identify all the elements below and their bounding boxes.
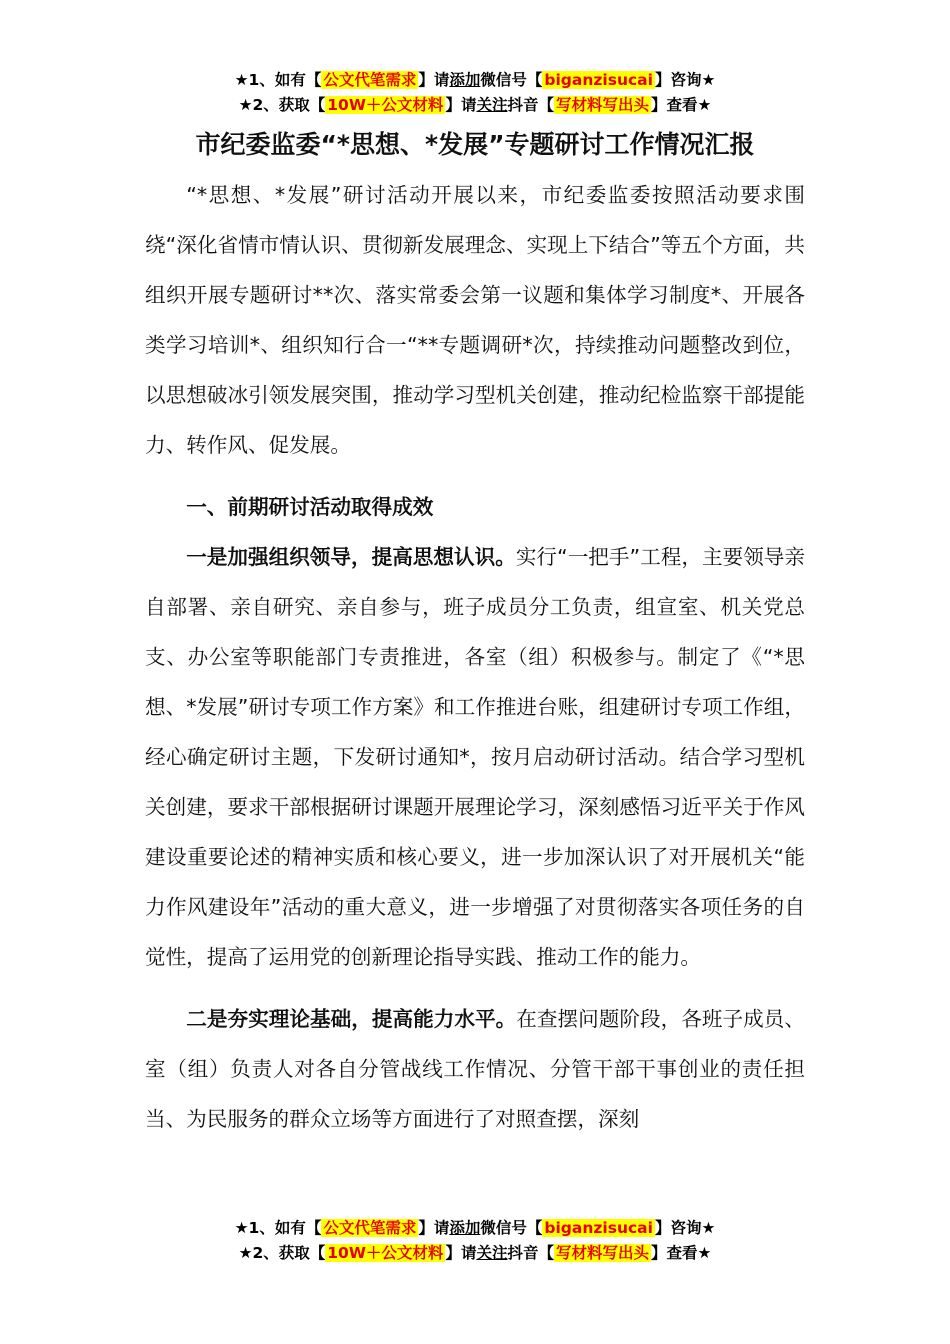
- promo-line-2: [0, 1241, 950, 1266]
- footer-promo-banner: [0, 1216, 950, 1266]
- promo-text: 】请: [445, 1244, 477, 1262]
- star-icon: ★: [697, 96, 712, 114]
- promo-text: 】查看: [651, 96, 698, 114]
- promo-highlight: 10W＋公文材料: [327, 96, 444, 114]
- paragraph-text: 在查摆问题阶段，各班子成员、室（组）负责人对各自分管战线工作情况、分管干部干事创业的责任担当、为民服务的群众立场等方面进行了对照查摆，深刻: [145, 1007, 806, 1131]
- promo-text: 1、如有【: [248, 71, 322, 89]
- star-icon: ★: [701, 1219, 716, 1237]
- promo-underline: 关注: [476, 1244, 508, 1262]
- star-icon: ★: [238, 96, 253, 114]
- star-icon: ★: [234, 71, 249, 89]
- intro-paragraph: “*思想、*发展”研讨活动开展以来，市纪委监委按照活动要求围绕“深化省情市情认识、贯彻新发展理念、实现上下结合”等五个方面，共组织开展专题研讨**次、落实常委会第一议题和集体学习制度*、开展各类学习培训*、组织知行合一“**专题调研*次，持续推动问题整改到位，以思想破冰引领发展突围，推动学习型机关创建，推动纪检监察干部提能力、转作风、促发展。: [145, 183, 805, 457]
- promo-underline: 添加: [449, 1219, 481, 1237]
- promo-text: 抖音【: [507, 96, 554, 114]
- document-body: [145, 170, 805, 1144]
- promo-highlight: 10W＋公文材料: [327, 1244, 444, 1262]
- promo-highlight: biganzisucai: [544, 1219, 653, 1237]
- section-heading: 一、前期研讨活动取得成效: [186, 495, 434, 519]
- paragraph-lead: 一是加强组织领导，提高思想认识。: [186, 545, 516, 569]
- paragraph-text: 实行“一把手”工程，主要领导亲自部署、亲自研究、亲自参与，班子成员分工负责，组宣室、机关党总支、办公室等职能部门专责推进，各室（组）积极参与。制定了《“*思想、*发展”研讨专项工作方案》和工作推进台账，组建研讨专项工作组，经心确定研讨主题，下发研讨通知*，按月启动研讨活动。结合学习型机关创建，要求干部根据研讨课题开展理论学习，深刻感悟习近平关于作风建设重要论述的精神实质和核心要义，进一步加深认识了对开展机关“能力作风建设年”活动的重大意义，进一步增强了对贯彻落实各项任务的自觉性，提高了运用党的创新理论指导实践、推动工作的能力。: [145, 545, 806, 969]
- promo-highlight: 写材料写出头: [555, 1244, 649, 1262]
- promo-text: 】咨询: [654, 71, 702, 89]
- promo-text: 】请: [445, 96, 477, 114]
- promo-text: 】请: [418, 71, 450, 89]
- document-title: 市纪委监委“*思想、*发展”专题研讨工作情况汇报: [195, 130, 755, 159]
- promo-highlight: 写材料写出头: [555, 96, 649, 114]
- paragraph-1: [145, 532, 805, 982]
- promo-text: 】请: [418, 1219, 450, 1237]
- promo-text: 微信号【: [480, 1219, 543, 1237]
- header-promo-banner: [0, 68, 950, 118]
- promo-text: 2、获取【: [252, 1244, 326, 1262]
- promo-text: 2、获取【: [252, 96, 326, 114]
- promo-text: 】咨询: [654, 1219, 702, 1237]
- star-icon: ★: [234, 1219, 249, 1237]
- star-icon: ★: [238, 1244, 253, 1262]
- promo-text: 抖音【: [507, 1244, 554, 1262]
- promo-line-1: [0, 68, 950, 93]
- promo-underline: 添加: [449, 71, 481, 89]
- paragraph-lead: 二是夯实理论基础，提高能力水平。: [186, 1007, 517, 1031]
- promo-highlight: 公文代笔需求: [323, 1219, 417, 1237]
- promo-underline: 关注: [476, 96, 508, 114]
- promo-text: 微信号【: [480, 71, 543, 89]
- promo-line-1: [0, 1216, 950, 1241]
- paragraph-2: [145, 994, 805, 1144]
- promo-highlight: 公文代笔需求: [323, 71, 417, 89]
- promo-highlight: biganzisucai: [544, 71, 653, 89]
- promo-text: 】查看: [651, 1244, 698, 1262]
- star-icon: ★: [697, 1244, 712, 1262]
- promo-line-2: [0, 93, 950, 118]
- star-icon: ★: [701, 71, 716, 89]
- promo-text: 1、如有【: [248, 1219, 322, 1237]
